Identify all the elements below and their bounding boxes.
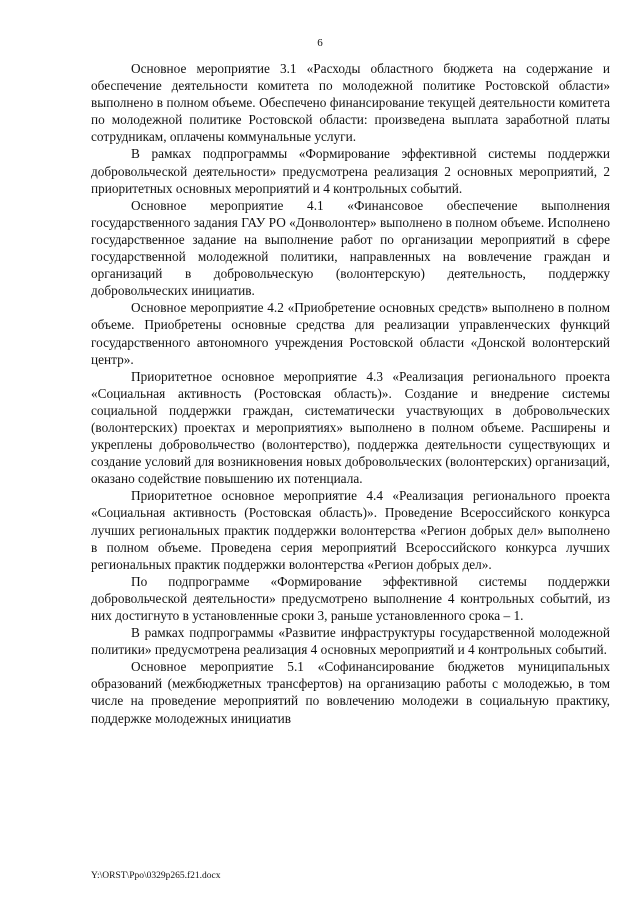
footer-file-path: Y:\ORST\Ppo\0329p265.f21.docx bbox=[91, 871, 221, 881]
paragraph-4-2: Основное мероприятие 4.2 «Приобретение основных средств» выполнено в полном объеме. Приобретены основные средства для реализации управленческих функций государственного автономного учреждения Ростовской области «Донской волонтерский центр». bbox=[91, 300, 610, 367]
paragraph-4-4: Приоритетное основное мероприятие 4.4 «Реализация регионального проекта «Социальная активность (Ростовская область)». Проведение Всероссийского конкурса лучших региональных практик поддержки волонтерства «Регион добрых дел» выполнено в полном объеме. Проведена серия мероприятий Всероссийского конкурса лучших региональных практик поддержки волонтерства «Регион добрых дел». bbox=[91, 488, 610, 572]
paragraph-4-1: Основное мероприятие 4.1 «Финансовое обеспечение выполнения государственного задания ГАУ РО «Донволонтер» выполнено в полном объеме. Исполнено государственное задание на выполнение работ по организации мероприятий в сфере государственной молодежной политики, направленных на вовлечение граждан и организаций в добровольческую (волонтерскую) деятельность, поддержку добровольческих инициатив. bbox=[91, 197, 610, 299]
paragraph-subprogram-volunteer: В рамках подпрограммы «Формирование эффективной системы поддержки добровольческой деятельности» предусмотрена реализация 2 основных мероприятий, 2 приоритетных основных мероприятий и 4 контрольных событий. bbox=[91, 146, 610, 196]
paragraph-4-3: Приоритетное основное мероприятие 4.3 «Реализация регионального проекта «Социальная активность (Ростовская область)». Создание и внедрение системы социальной поддержки граждан, систематически участвующих в добровольческих (волонтерских) проектах и мероприятиях» выполнено в полном объеме. Расширены и укреплены добровольчество (волонтерство), поддержка деятельности существующих и создание условий для возникновения новых добровольческих (волонтерских) организаций, оказано содействие повышению их потенциала. bbox=[91, 368, 610, 487]
page-number: 6 bbox=[317, 37, 323, 49]
paragraph-3-1: Основное мероприятие 3.1 «Расходы областного бюджета на содержание и обеспечение деятельности комитета по молодежной политике Ростовской области» выполнено в полном объеме. Обеспечено финансирование текущей деятельности комитета по молодежной политике Ростовской области: произведена выплата заработной платы сотрудникам, оплачены коммунальные услуги. bbox=[91, 61, 610, 145]
paragraph-subprogram-infrastructure: В рамках подпрограммы «Развитие инфраструктуры государственной молодежной политики» предусмотрена реализация 4 основных мероприятий и 4 контрольных событий. bbox=[91, 625, 610, 658]
document-body bbox=[91, 60, 610, 727]
paragraph-control-events: По подпрограмме «Формирование эффективной системы поддержки добровольческой деятельности» предусмотрено выполнение 4 контрольных событий, из них достигнуто в установленные сроки 3, раньше установленного срока – 1. bbox=[91, 573, 610, 623]
paragraph-5-1: Основное мероприятие 5.1 «Софинансирование бюджетов муниципальных образований (межбюджетных трансфертов) на организацию работы с молодежью, в том числе на проведение мероприятий по вовлечению молодежи в социальную практику, поддержке молодежных инициатив bbox=[91, 659, 610, 726]
